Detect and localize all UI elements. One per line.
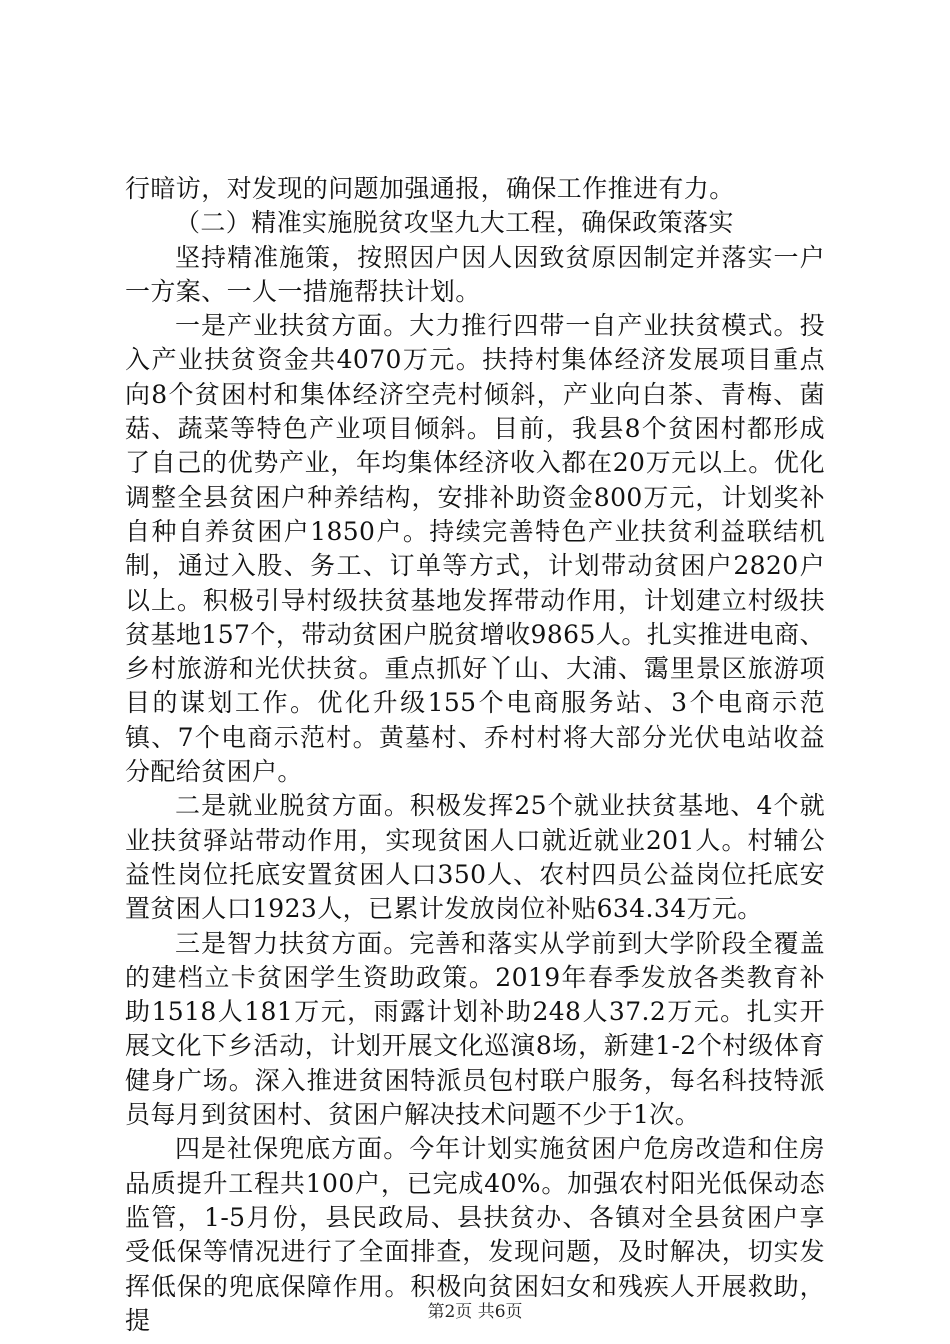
paragraph-employment-poverty: 二是就业脱贫方面。积极发挥25个就业扶贫基地、4个就业扶贫驿站带动作用，实现贫困人口就近就业201人。村辅公益性岗位托底安置贫困人口350人、农村四员公益岗位托底安置贫困人口1923人，已累计发放岗位补贴634.34万元。 [125,791,825,924]
paragraph-continuation: 行暗访，对发现的问题加强通报，确保工作推进有力。 [125,174,735,203]
section-heading: （二）精准实施脱贫攻坚九大工程，确保政策落实 [175,208,734,238]
paragraph-education-poverty: 三是智力扶贫方面。完善和落实从学前到大学阶段全覆盖的建档立卡贫困学生资助政策。2019年春季发放各类教育补助1518人181万元，雨露计划补助248人37.2万元。扎实开展文化下乡活动，计划开展文化巡演8场，新建1-2个村级体育健身广场。深入推进贫困特派员包村联户服务，每名科技特派员每月到贫困村、贫困户解决技术问题不少于1次。 [125,928,825,1130]
paragraph-industry-poverty: 一是产业扶贫方面。大力推行四带一自产业扶贫模式。投入产业扶贫资金共4070万元。扶持村集体经济发展项目重点向8个贫困村和集体经济空壳村倾斜，产业向白茶、青梅、菌菇、蔬菜等特色产业项目倾斜。目前，我县8个贫困村都形成了自己的优势产业，年均集体经济收入都在20万元以上。优化调整全县贫困户种养结构，安排补助资金800万元，计划奖补自种自养贫困户1850户。持续完善特色产业扶贫利益联结机制，通过入股、务工、订单等方式，计划带动贫困户2820户以上。积极引导村级扶贫基地发挥带动作用，计划建立村级扶贫基地157个，带动贫困户脱贫增收9865人。扎实推进电商、乡村旅游和光伏扶贫。重点抓好丫山、大浦、霭里景区旅游项目的谋划工作。优化升级155个电商服务站、3个电商示范镇、7个电商示范村。黄墓村、乔村村将大部分光伏电站收益分配给贫困户。 [125,311,825,787]
paragraph-social-security: 四是社保兜底方面。今年计划实施贫困户危房改造和住房品质提升工程共100户，已完成40%。加强农村阳光低保动态监管，1-5月份，县民政局、县扶贫办、各镇对全县贫困户享受低保等情况进行了全面排查，发现问题，及时解决，切实发挥低保的兜底保障作用。积极向贫困妇女和残疾人开展救助，提 [125,1134,825,1335]
page-footer [0,1302,950,1322]
page-number-label: 第2页 共6页 [427,1302,523,1322]
paragraph-intro: 坚持精准施策，按照因户因人因致贫原因制定并落实一户一方案、一人一措施帮扶计划。 [125,242,825,306]
document-body [125,172,825,1338]
